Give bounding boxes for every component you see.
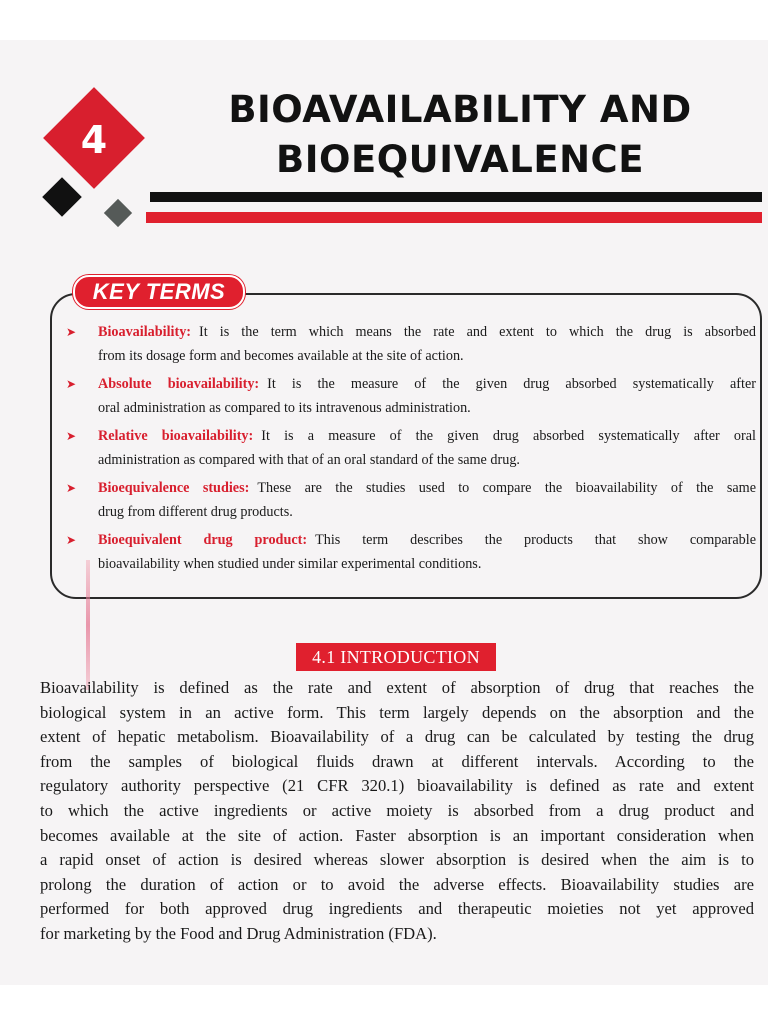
arrow-right-icon: ➤ bbox=[66, 325, 77, 339]
key-term-definition: It is the measure of the given drug absorbed systematically after bbox=[267, 376, 756, 392]
key-term-title: Bioequivalence studies: bbox=[98, 480, 250, 496]
key-terms-list bbox=[66, 320, 756, 580]
page-bottom-margin bbox=[0, 985, 768, 1024]
key-term-item bbox=[66, 320, 756, 368]
paragraph-line: biological system in an active form. This term largely depends on the absorption and the bbox=[40, 702, 754, 722]
key-term-definition: These are the studies used to compare the bioavailability of the same bbox=[257, 480, 756, 496]
key-term-title: Absolute bioavailability: bbox=[98, 376, 260, 392]
paragraph-line: performed for both approved drug ingredients and therapeutic moieties not yet approved bbox=[40, 899, 754, 919]
key-term-definition: This term describes the products that show comparable bbox=[315, 532, 756, 548]
paragraph-line: regulatory authority perspective (21 CFR 320.1) bioavailability is defined as rate and extent bbox=[40, 776, 754, 796]
section-heading: 4.1 INTRODUCTION bbox=[296, 643, 496, 671]
key-term-title: Relative bioavailability: bbox=[98, 428, 254, 444]
arrow-right-icon: ➤ bbox=[66, 481, 77, 495]
title-rule-black bbox=[150, 192, 762, 202]
key-term-title: Bioavailability: bbox=[98, 324, 192, 340]
key-term-definition-cont: bioavailability when studied under similar experimental conditions. bbox=[98, 556, 482, 572]
paragraph-line: prolong the duration of action or to avoid the adverse effects. Bioavailability studies are bbox=[40, 874, 754, 894]
key-term-title: Bioequivalent drug product: bbox=[98, 532, 308, 548]
key-term-definition-cont: from its dosage form and becomes available at the site of action. bbox=[98, 348, 464, 364]
key-term-item bbox=[66, 528, 756, 576]
key-terms-heading: KEY TERMS bbox=[73, 275, 245, 309]
key-term-definition-cont: administration as compared with that of an oral standard of the same drug. bbox=[98, 452, 520, 468]
paragraph-line: Bioavailability is defined as the rate and extent of absorption of drug that reaches the bbox=[40, 678, 754, 697]
margin-highlight-mark bbox=[86, 560, 90, 690]
paragraph-line: becomes available at the site of action. Faster absorption is an important consideration when bbox=[40, 825, 754, 845]
key-term-item bbox=[66, 424, 756, 472]
key-term-definition-cont: drug from different drug products. bbox=[98, 504, 293, 520]
chapter-number: 4 bbox=[80, 118, 108, 162]
title-rule-red bbox=[146, 212, 762, 223]
chapter-title-line-2: BIOEQUIVALENCE bbox=[276, 138, 644, 181]
arrow-right-icon: ➤ bbox=[66, 377, 77, 391]
key-term-definition-cont: oral administration as compared to its intravenous administration. bbox=[98, 400, 471, 416]
paragraph-line: a rapid onset of action is desired whereas slower absorption is desired when the aim is to bbox=[40, 850, 754, 870]
paragraph-line: to which the active ingredients or active moiety is absorbed from a drug product and bbox=[40, 800, 754, 820]
chapter-title bbox=[160, 85, 760, 185]
key-term-definition: It is the term which means the rate and extent to which the drug is absorbed bbox=[199, 324, 756, 340]
key-term-definition: It is a measure of the given drug absorbed systematically after oral bbox=[261, 428, 756, 444]
introduction-paragraph bbox=[40, 676, 754, 947]
paragraph-line: extent of hepatic metabolism. Bioavailability of a drug can be calculated by testing the drug bbox=[40, 727, 754, 747]
paragraph-line: from the samples of biological fluids drawn at different intervals. According to the bbox=[40, 751, 754, 771]
arrow-right-icon: ➤ bbox=[66, 533, 77, 547]
paragraph-line: for marketing by the Food and Drug Administration (FDA). bbox=[40, 923, 437, 943]
arrow-right-icon: ➤ bbox=[66, 429, 77, 443]
key-term-item bbox=[66, 476, 756, 524]
chapter-title-line-1: BIOAVAILABILITY AND bbox=[228, 88, 692, 131]
key-term-item bbox=[66, 372, 756, 420]
